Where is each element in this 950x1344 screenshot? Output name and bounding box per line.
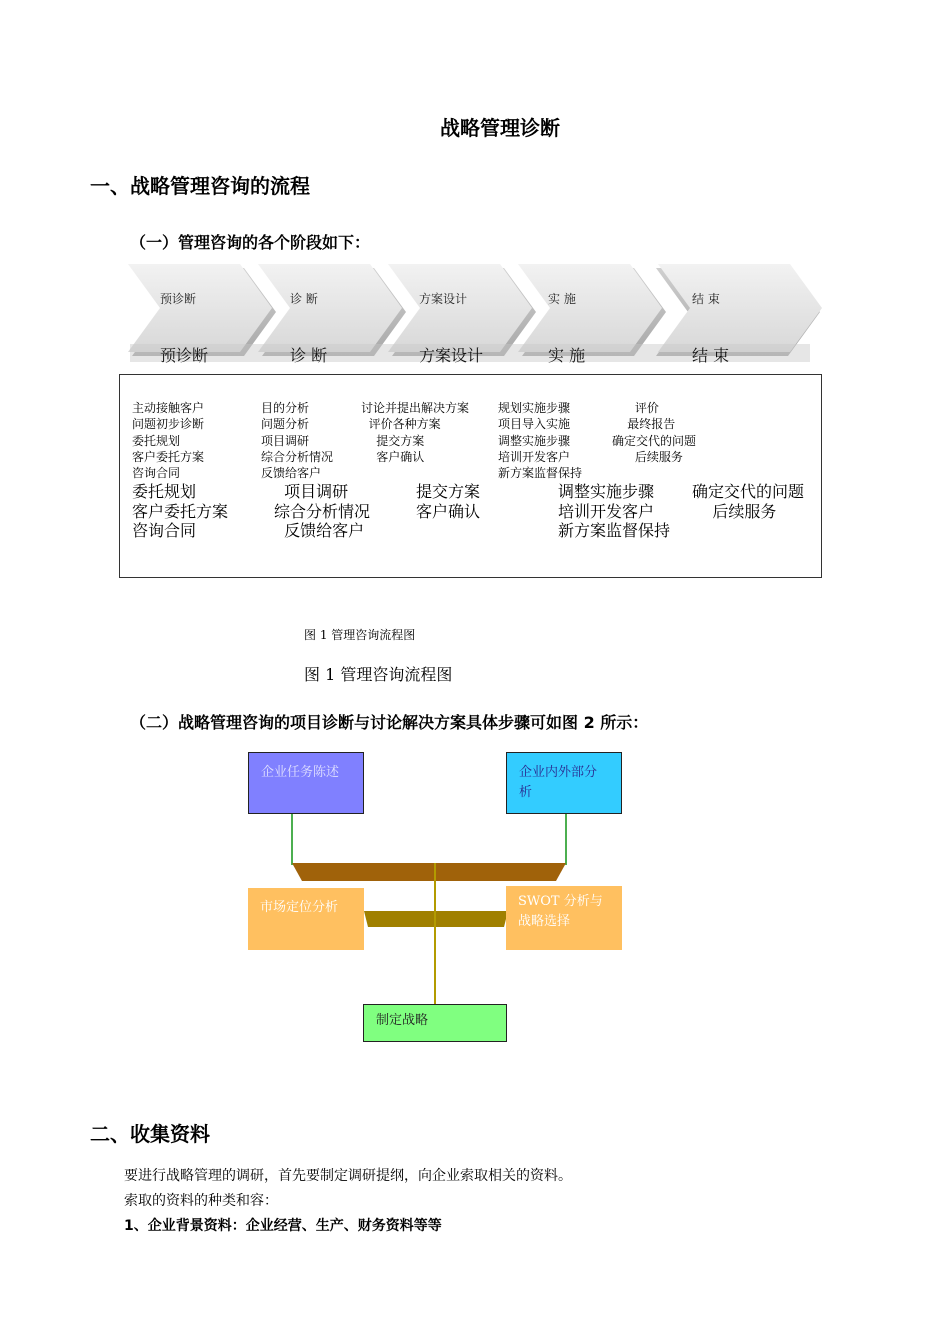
activities-col-5: 评价 最终报告 确定交代的问题 后续服务 [612, 401, 697, 464]
section1-sub1: （一）管理咨询的各个阶段如下： [130, 233, 371, 252]
chevron-5 [656, 264, 822, 356]
stage-label-3: 方案设计 [419, 292, 468, 306]
market-positioning-box: 市场定位分析 [248, 888, 364, 950]
internal-analysis-box: 企业内外部分析 [506, 752, 622, 814]
strategy-box: 制定战略 [363, 1004, 507, 1042]
chevron-2 [258, 264, 406, 356]
activities-box [119, 374, 822, 578]
figure1-caption: 图 1 管理咨询流程图 [304, 628, 416, 642]
section2-para2: 索取的资料的种类和容： [124, 1193, 278, 1209]
section2-item1: 1、企业背景资料：企业经营、生产、财务资料等等 [124, 1218, 442, 1234]
section1-sub2: （二）战略管理咨询的项目诊断与讨论解决方案具体步骤可如图 2 所示： [130, 713, 649, 732]
activities-large-col-5: 确定交代的问题 后续服务 [692, 482, 805, 521]
section1-heading: 一、战略管理咨询的流程 [90, 174, 310, 198]
figure1-caption-large: 图 1 管理咨询流程图 [304, 665, 453, 684]
activities-large-col-1: 委托规划 客户委托方案 咨询合同 [132, 482, 229, 540]
stage-label-large-4: 实 施 [548, 346, 586, 365]
stage-label-5: 结 束 [692, 292, 720, 306]
activities-large-col-3: 提交方案 客户确认 [416, 482, 481, 521]
page-title: 战略管理诊断 [440, 116, 560, 140]
stage-label-large-5: 结 束 [692, 346, 730, 365]
stage-label-large-2: 诊 断 [290, 346, 328, 365]
stage-label-1: 预诊断 [160, 292, 197, 306]
activities-large-col-2: 项目调研 综合分析情况 反馈给客户 [274, 482, 371, 540]
chevron-4 [518, 264, 666, 356]
stage-label-4: 实 施 [548, 292, 576, 306]
activities-col-3: 讨论并提出解决方案 评价各种方案 提交方案 客户确认 [361, 401, 470, 464]
activities-large-col-4: 调整实施步骤 培训开发客户 新方案监督保持 [558, 482, 671, 540]
swot-box: SWOT 分析与战略选择 [506, 886, 622, 950]
section2-para1: 要进行战略管理的调研，首先要制定调研提纲，向企业索取相关的资料。 [124, 1168, 572, 1184]
stage-label-2: 诊 断 [290, 292, 318, 306]
activities-col-4: 规划实施步骤 项目导入实施 调整实施步骤 培训开发客户 新方案监督保持 [498, 401, 583, 481]
section2-heading: 二、收集资料 [90, 1122, 210, 1146]
activities-col-1: 主动接触客户 问题初步诊断 委托规划 客户委托方案 咨询合同 [132, 401, 205, 481]
stage-label-large-3: 方案设计 [419, 346, 484, 365]
task-statement-box: 企业任务陈述 [248, 752, 364, 814]
activities-col-2: 目的分析 问题分析 项目调研 综合分析情况 反馈给客户 [261, 401, 334, 481]
stage-label-large-1: 预诊断 [160, 346, 209, 365]
